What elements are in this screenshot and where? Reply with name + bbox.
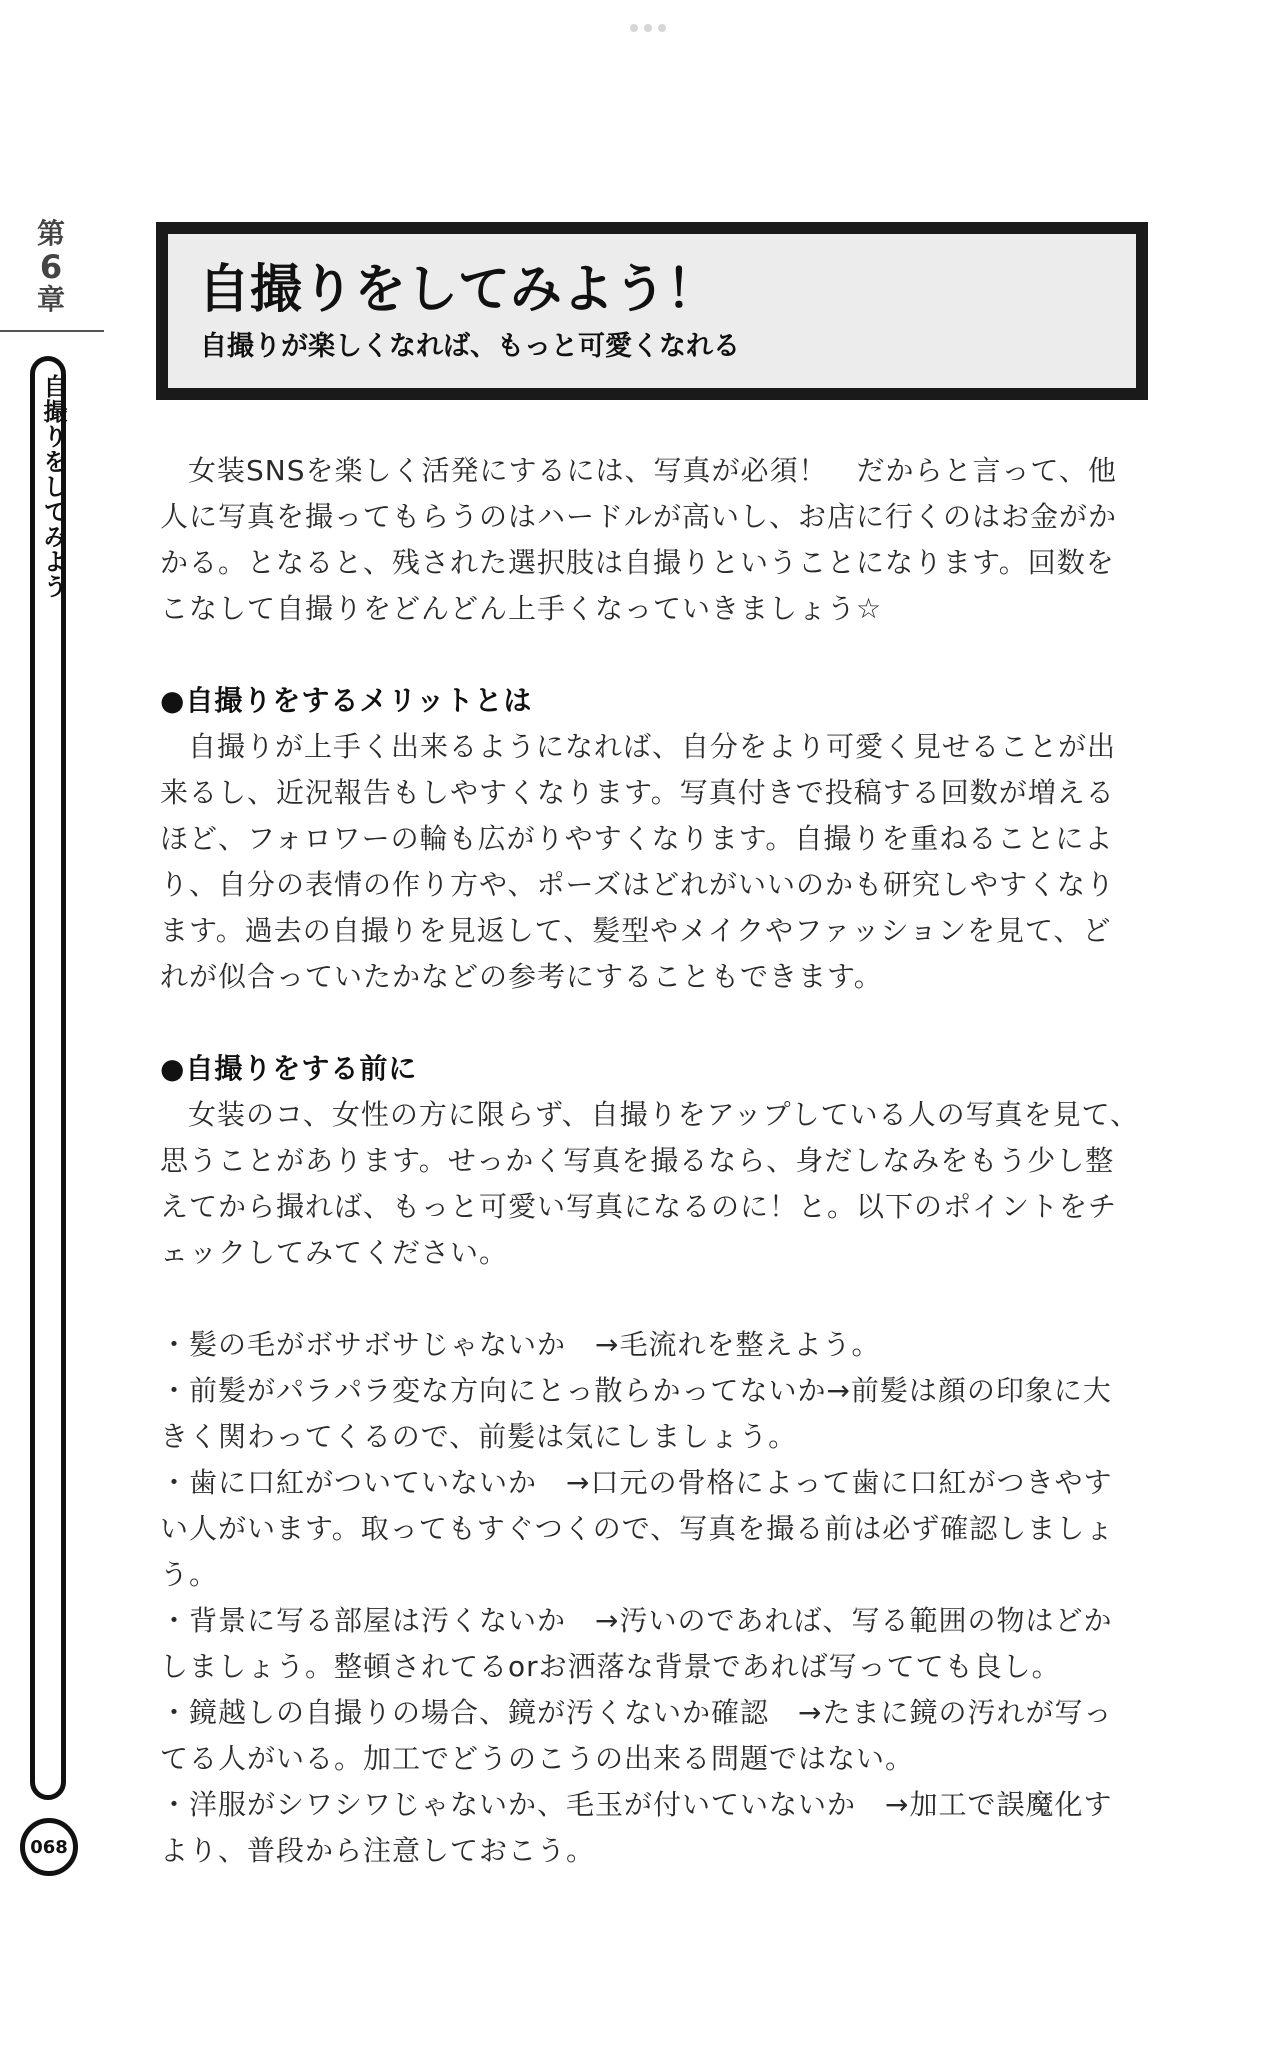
checklist-item: ・洋服がシワシワじゃないか、毛玉が付いていないか →加工で誤魔化すより、普段から注意しておこう。: [160, 1788, 1113, 1867]
chapter-marker: [10, 218, 92, 316]
section-body-merits: 自撮りが上手く出来るようになれば、自分をより可愛く見せることが出来るし、近況報告もしやすくなります。写真付きで投稿する回数が増えるほど、フォロワーの輪も広がりやすくなります。自撮りを重ねることにより、自分の表情の作り方や、ポーズはどれがいいのかも研究しやすくなります。過去の自撮りを見返して、髪型やメイクやファッションを見て、どれが似合っていたかなどの参考にすることもできます。: [160, 730, 1117, 993]
page-indicator-dot: [658, 24, 666, 32]
side-tab-label: 自撮りをしてみよう: [39, 374, 67, 599]
page-indicator-dot: [630, 24, 638, 32]
checklist-item: ・前髪がパラパラ変な方向にとっ散らかってないか→前髪は顔の印象に大きく関わってくるので、前髪は気にしましょう。: [160, 1374, 1112, 1453]
page-number: 068: [20, 1818, 78, 1876]
paragraph-gap: [160, 1000, 1140, 1046]
checklist-item: ・髪の毛がボサボサじゃないか →毛流れを整えよう。: [160, 1328, 881, 1361]
page-indicator: [630, 24, 666, 32]
page-indicator-dot: [644, 24, 652, 32]
paragraph-gap: [160, 632, 1140, 678]
checklist-item: ・歯に口紅がついていないか →口元の骨格によって歯に口紅がつきやすい人がいます。取ってもすぐつくので、写真を撮る前は必ず確認しましょう。: [160, 1466, 1115, 1591]
article-body: [160, 448, 1140, 1874]
chapter-number: 6: [39, 248, 63, 286]
section-heading-before: ●自撮りをする前に: [160, 1052, 418, 1085]
chapter-divider: [0, 330, 104, 332]
page-subtitle: 自撮りが楽しくなれば、もっと可愛くなれる: [200, 331, 740, 362]
chapter-suffix: 章: [36, 283, 65, 316]
chapter-prefix: 第: [36, 217, 65, 250]
checklist-item: ・鏡越しの自撮りの場合、鏡が汚くないか確認 →たまに鏡の汚れが写ってる人がいる。加工でどうのこうの出来る問題ではない。: [160, 1696, 1113, 1775]
section-body-before: 女装のコ、女性の方に限らず、自撮りをアップしている人の写真を見て、思うことがあります。せっかく写真を撮るなら、身だしなみをもう少し整えてから撮れば、もっと可愛い写真になるのに！と。以下のポイントをチェックしてみてください。: [160, 1098, 1140, 1269]
checklist-item: ・背景に写る部屋は汚くないか →汚いのであれば、写る範囲の物はどかしましょう。整頓されてるorお洒落な背景であれば写ってても良し。: [160, 1604, 1113, 1683]
paragraph-gap: [160, 1276, 1140, 1322]
title-box: [156, 222, 1148, 400]
page-title: 自撮りをしてみよう！: [198, 260, 719, 320]
intro-paragraph: 女装SNSを楽しく活発にするには、写真が必須！ だからと言って、他人に写真を撮ってもらうのはハードルが高いし、お店に行くのはお金がかかる。となると、残された選択肢は自撮りということになります。回数をこなして自撮りをどんどん上手くなっていきましょう☆: [160, 454, 1118, 625]
section-heading-merits: ●自撮りをするメリットとは: [160, 684, 533, 717]
